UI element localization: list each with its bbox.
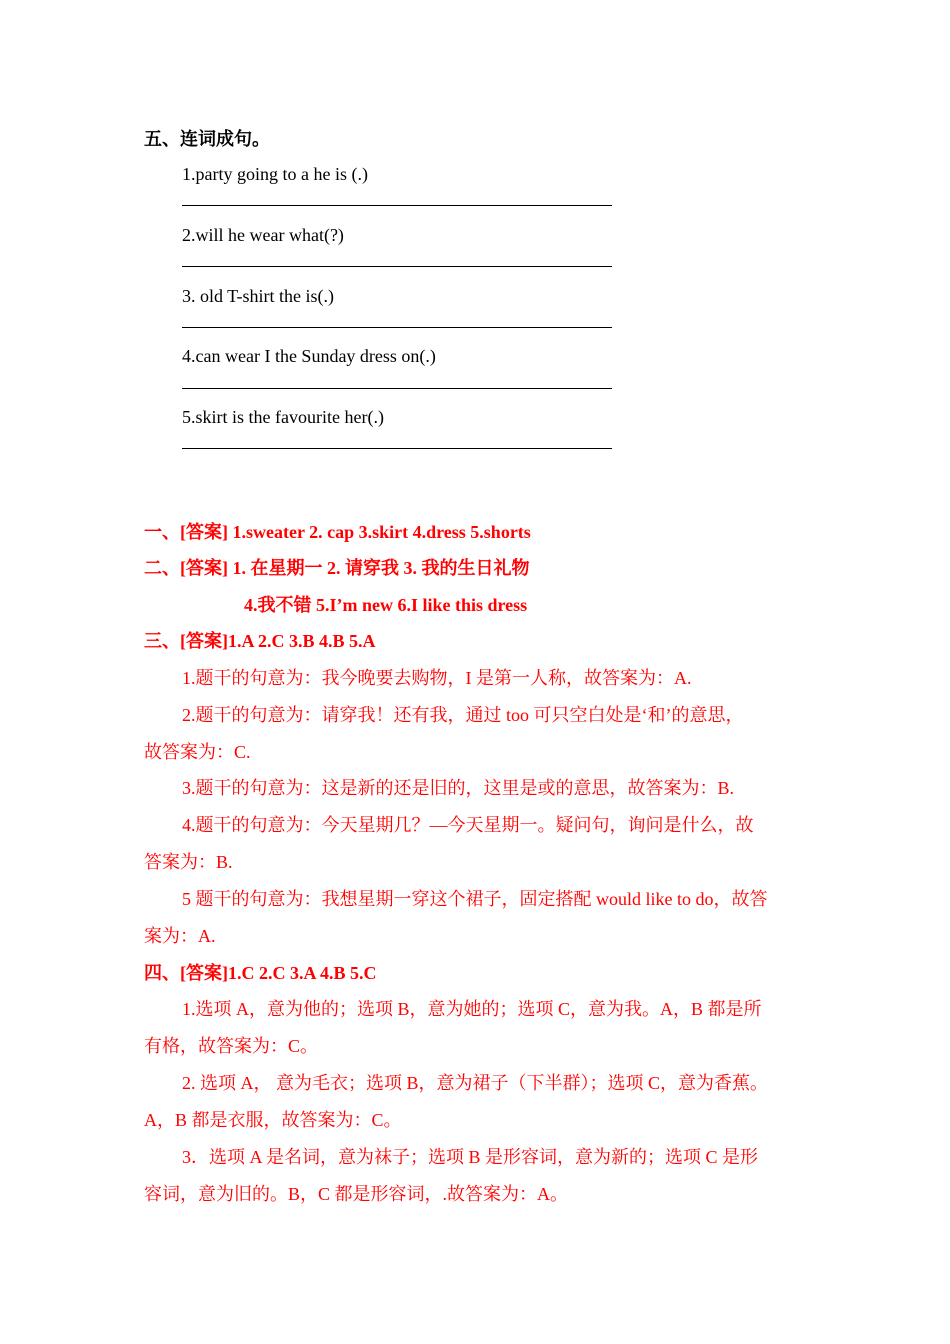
answer-blank-1 bbox=[182, 205, 612, 206]
explanation-4-3-cont: 容词，意为旧的。B，C 都是形容词，.故答案为：A。 bbox=[144, 1184, 569, 1204]
explanation-3-1: 1.题干的句意为：我今晚要去购物，I 是第一人称，故答案为：A. bbox=[182, 668, 692, 688]
explanation-4-1: 1.选项 A，意为他的；选项 B，意为她的；选项 C，意为我。A，B 都是所 bbox=[182, 999, 762, 1019]
answer-section-2-cont: 4.我不错 5.I’m new 6.I like this dress bbox=[244, 595, 528, 615]
answer-blank-4 bbox=[182, 388, 612, 389]
explanation-3-2-cont: 故答案为：C. bbox=[144, 742, 251, 762]
explanation-4-3: 3．选项 A 是名词，意为袜子；选项 B 是形容词，意为新的；选项 C 是形 bbox=[182, 1147, 759, 1167]
explanation-4-1-cont: 有格，故答案为：C。 bbox=[144, 1036, 319, 1056]
explanation-3-4-cont: 答案为：B. bbox=[144, 852, 233, 872]
explanation-3-5-cont: 案为：A. bbox=[144, 926, 216, 946]
explanation-3-4: 4.题干的句意为：今天星期几？—今天星期一。疑问句，询问是什么，故 bbox=[182, 815, 754, 835]
question-2: 2.will he wear what(?) bbox=[182, 225, 344, 245]
explanation-4-2: 2. 选项 A， 意为毛衣；选项 B，意为裙子（下半群）；选项 C，意为香蕉。 bbox=[182, 1073, 769, 1093]
explanation-4-2-cont: A，B 都是衣服，故答案为：C。 bbox=[144, 1110, 402, 1130]
question-1: 1.party going to a he is (.) bbox=[182, 164, 368, 184]
answer-section-4: 四、[答案]1.C 2.C 3.A 4.B 5.C bbox=[144, 963, 377, 983]
answer-section-2: 二、[答案] 1. 在星期一 2. 请穿我 3. 我的生日礼物 bbox=[144, 558, 530, 578]
answer-section-1: 一、[答案] 1.sweater 2. cap 3.skirt 4.dress 5.shorts bbox=[144, 522, 531, 542]
answer-blank-5 bbox=[182, 448, 612, 449]
answer-section-3: 三、[答案]1.A 2.C 3.B 4.B 5.A bbox=[144, 631, 376, 651]
explanation-3-5: 5 题干的句意为：我想星期一穿这个裙子，固定搭配 would like to do，故答 bbox=[182, 889, 768, 909]
answer-blank-3 bbox=[182, 327, 612, 328]
section-5-heading: 五、连词成句。 bbox=[144, 129, 270, 149]
question-5: 5.skirt is the favourite her(.) bbox=[182, 407, 384, 427]
explanation-3-2: 2.题干的句意为：请穿我！还有我，通过 too 可只空白处是‘和’的意思， bbox=[182, 705, 744, 725]
explanation-3-3: 3.题干的句意为：这是新的还是旧的，这里是或的意思，故答案为：B. bbox=[182, 778, 735, 798]
question-4: 4.can wear I the Sunday dress on(.) bbox=[182, 346, 436, 366]
question-3: 3. old T-shirt the is(.) bbox=[182, 286, 334, 306]
answer-blank-2 bbox=[182, 266, 612, 267]
